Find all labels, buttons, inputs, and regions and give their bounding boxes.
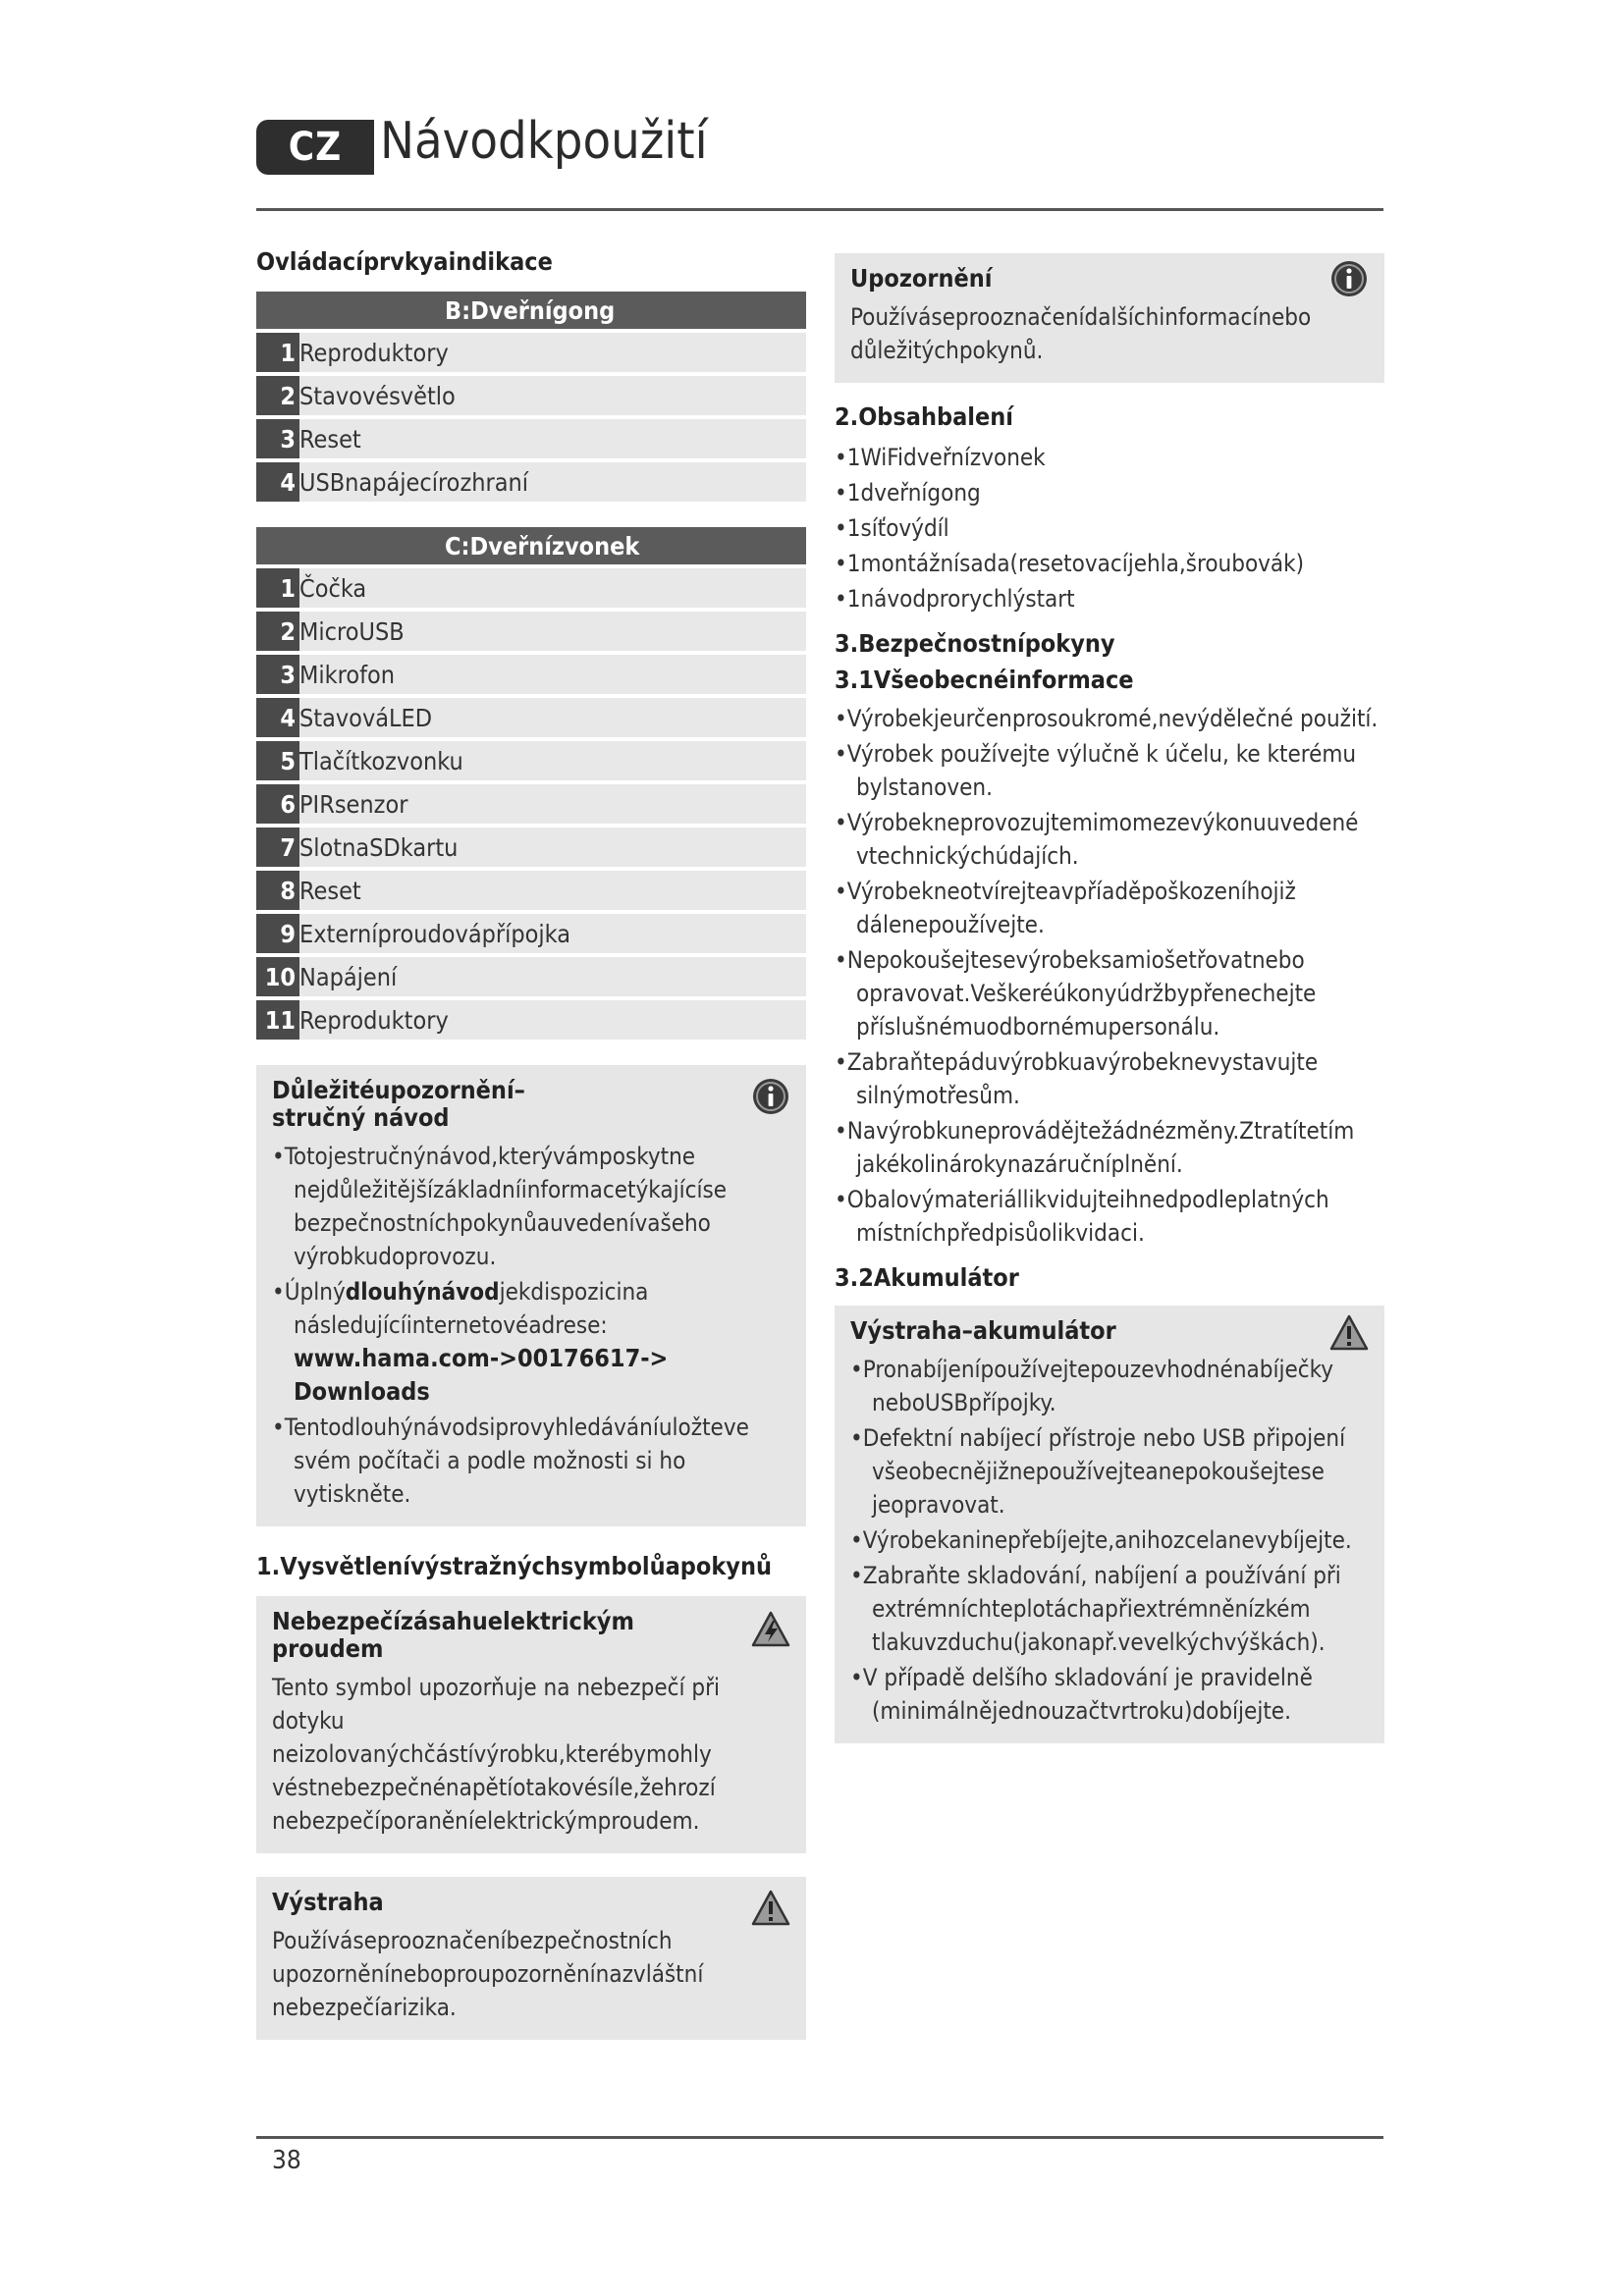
list-item: •Navýrobkuneprovádějtežádnézměny.Ztratítetím jakékolinárokynazáručníplnění. [835, 1117, 1355, 1178]
gong-table-title: B:Dveřnígong [256, 292, 806, 329]
package-list [835, 441, 1384, 615]
note-text: Používáseprooznačenídalšíchinformacínebo důležitýchpokynů. [850, 303, 1312, 364]
table-row [256, 462, 806, 502]
table-row [256, 568, 806, 608]
table-row [256, 655, 806, 694]
row-label: Tlačítkozvonku [299, 746, 463, 775]
list-item: •1montážnísada(resetovacíjehla,šroubovák) [835, 550, 1305, 577]
table-row [256, 828, 806, 867]
electric-shock-box [256, 1596, 806, 1853]
table-row [256, 376, 806, 415]
list-item: •Defektní nabíjecí přístroje nebo USB připojení všeobecnějižnepoužívejteanepokoušejtese jeopravovat. [850, 1424, 1346, 1519]
list-item: •Tentodlouhýnávodsiprovyhledáváníuložteve svém počítači a podle možnosti si ho vytiskněte. [272, 1414, 749, 1508]
long-manual-emphasis: dlouhýnávod [345, 1278, 500, 1306]
list-item: •Výrobekjeurčenprosoukromé,nevýdělečné použití. [835, 705, 1379, 732]
electric-shock-text: Tento symbol upozorňuje na nebezpečí při dotyku neizolovanýchčástívýrobku,kterébymohly véstnebezpečnénapětíotakovésíle,žehrozí nebezpečíporaněníelektrickýmproudem. [272, 1674, 720, 1835]
bullet-text: Totojestručnýnávod,kterývámposkytne nejdůležitějšízákladníinformacetýkajícíse bezpečnostníchpokynůauvedenívašeho výrobkudoprovozu. [284, 1143, 728, 1270]
list-item: •Zabraňtepáduvýrobkuavýrobeknevystavujte silnýmotřesům. [835, 1048, 1319, 1109]
page-number: 38 [272, 2146, 301, 2175]
bullet-text: Tentodlouhýnávodsiprovyhledáváníuložteve svém počítači a podle možnosti si ho vytiskněte. [284, 1414, 749, 1508]
table-row [256, 698, 806, 737]
row-number: 3 [256, 419, 299, 458]
safety-heading: 3.Bezpečnostnípokyny [835, 629, 1115, 658]
row-label: SlotnaSDkartu [299, 832, 459, 862]
row-number: 7 [256, 828, 299, 867]
table-row [256, 333, 806, 372]
list-item: •Výrobek používejte výlučně k účelu, ke kterému bylstanoven. [835, 740, 1357, 801]
gong-components-table [256, 292, 806, 502]
row-number: 1 [256, 333, 299, 372]
list-item-text: 1dveřnígong [846, 479, 981, 507]
list-item-text: Pronabíjenípoužívejtepouzevhodnénabíječky neboUSBpřípojky. [862, 1356, 1334, 1416]
list-item-text: Výrobek používejte výlučně k účelu, ke kterému bylstanoven. [846, 740, 1357, 801]
list-item-text: Zabraňtepáduvýrobkuavýrobeknevystavujte silnýmotřesům. [846, 1048, 1319, 1109]
row-label: PIRsenzor [299, 789, 408, 819]
list-item: •1WiFidveřnízvonek [835, 444, 1046, 471]
left-column [256, 247, 806, 2040]
table-row [256, 914, 806, 953]
row-label: USBnapájecírozhraní [299, 467, 529, 497]
table-row [256, 741, 806, 780]
general-info-heading: 3.1Všeobecnéinformace [835, 666, 1134, 694]
controls-heading: Ovládacíprvkyaindikace [256, 247, 553, 276]
page-title: Návodkpoužití [380, 112, 708, 171]
page-header [256, 112, 1383, 210]
row-number: 10 [256, 957, 299, 996]
table-row [256, 419, 806, 458]
important-notice-title: Důležitéupozornění–stručný návod [272, 1076, 525, 1132]
list-item: •V případě delšího skladování je pravidelně (minimálnějednouzačtvrtroku)dobíjejte. [850, 1664, 1313, 1725]
info-icon [1329, 259, 1369, 298]
language-badge: CZ [256, 120, 374, 175]
row-label: Reproduktory [299, 338, 449, 367]
battery-warning-box [835, 1306, 1384, 1743]
list-item: •1dveřnígong [835, 479, 981, 507]
list-item-text: Zabraňte skladování, nabíjení a používání při extrémníchteplotáchapřiextrémněnízkém tlakuvzduchu(jakonapř.vevelkýchvýškách). [862, 1562, 1341, 1656]
info-icon [751, 1077, 790, 1116]
warning-box [256, 1877, 806, 2040]
list-item: •Úplnýdlouhýnávodjekdispozicina následujícíinternetovéadrese: www.hama.com->00176617-> Downloads [272, 1278, 669, 1406]
row-label: Externíproudovápřípojka [299, 919, 571, 948]
row-number: 2 [256, 612, 299, 651]
symbols-heading: 1.Vysvětlenívýstražnýchsymbolůapokynů [256, 1552, 772, 1580]
table-row [256, 784, 806, 824]
list-item: •Výrobekneprovozujtemimomezevýkonuuvedené vtechnickýchúdajích. [835, 809, 1359, 870]
row-number: 4 [256, 462, 299, 502]
battery-warning-body [850, 1353, 1369, 1728]
list-item-text: Obalovýmateriállikvidujteihnedpodleplatných místníchpředpisůolikvidaci. [846, 1186, 1329, 1247]
row-number: 9 [256, 914, 299, 953]
row-number: 11 [256, 1000, 299, 1040]
list-item-text: Defektní nabíjecí přístroje nebo USB připojení všeobecnějižnepoužívejteanepokoušejtese jeopravovat. [862, 1424, 1346, 1519]
list-item: •Nepokoušejtesevýrobeksamiošetřovatnebo opravovat.Veškeréúkonyúdržbypřenechejte příslušnémuodbornémupersonálu. [835, 946, 1317, 1041]
battery-warning-title: Výstraha–akumulátor [850, 1316, 1116, 1345]
row-label: Reset [299, 876, 361, 905]
list-item: •1síťovýdíl [835, 514, 949, 542]
doorbell-table-title: C:Dveřnízvonek [256, 527, 806, 564]
list-item: •Pronabíjenípoužívejtepouzevhodnénabíječky neboUSBpřípojky. [850, 1356, 1334, 1416]
list-item: •Zabraňte skladování, nabíjení a používání při extrémníchteplotáchapřiextrémněnízkém tlakuvzduchu(jakonapř.vevelkýchvýškách). [850, 1562, 1341, 1656]
row-number: 1 [256, 568, 299, 608]
footer-divider [256, 2136, 1383, 2139]
list-item-text: Výrobekneotvírejteavpříaděpoškozeníhojiž dálenepoužívejte. [846, 878, 1296, 938]
note-title: Upozornění [850, 264, 993, 293]
row-label: MicroUSB [299, 616, 405, 646]
row-label: StavováLED [299, 703, 433, 732]
list-item: •Totojestručnýnávod,kterývámposkytne nejdůležitějšízákladníinformacetýkajícíse bezpečnostníchpokynůauvedenívašeho výrobkudoprovozu. [272, 1143, 728, 1270]
important-notice-box [256, 1065, 806, 1526]
list-item-text: 1síťovýdíl [846, 514, 949, 542]
table-row [256, 957, 806, 996]
table-row [256, 612, 806, 651]
row-number: 8 [256, 871, 299, 910]
list-item-text: 1montážnísada(resetovacíjehla,šroubovák) [846, 550, 1305, 577]
row-number: 3 [256, 655, 299, 694]
electric-warning-icon [751, 1610, 790, 1649]
list-item-text: V případě delšího skladování je pravidelně (minimálnějednouzačtvrtroku)dobíjejte. [862, 1664, 1313, 1725]
download-url: www.hama.com->00176617-> Downloads [294, 1344, 669, 1406]
row-label: Reproduktory [299, 1005, 449, 1035]
row-label: Reset [299, 424, 361, 454]
list-item-text: 1WiFidveřnízvonek [846, 444, 1046, 471]
list-item-text: Navýrobkuneprovádějtežádnézměny.Ztratítetím jakékolinárokynazáručníplnění. [846, 1117, 1355, 1178]
row-label: Čočka [299, 573, 367, 603]
list-item-text: Výrobekneprovozujtemimomezevýkonuuvedené vtechnickýchúdajích. [846, 809, 1359, 870]
table-row [256, 1000, 806, 1040]
general-info-list [835, 702, 1384, 1250]
important-notice-body [272, 1140, 790, 1511]
battery-heading: 3.2Akumulátor [835, 1263, 1019, 1292]
row-label: Mikrofon [299, 660, 396, 689]
row-number: 4 [256, 698, 299, 737]
list-item-text: Výrobekjeurčenprosoukromé,nevýdělečné použití. [846, 705, 1379, 732]
row-number: 5 [256, 741, 299, 780]
warning-icon [1329, 1313, 1369, 1353]
doorbell-components-table [256, 527, 806, 1040]
list-item-text: Nepokoušejtesevýrobeksamiošetřovatnebo opravovat.Veškeréúkonyúdržbypřenechejte příslušnémuodbornémupersonálu. [846, 946, 1317, 1041]
list-item: •Výrobekneotvírejteavpříaděpoškozeníhojiž dálenepoužívejte. [835, 878, 1296, 938]
bullet-text: jekdispozicina následujícíinternetovéadrese: [294, 1278, 649, 1339]
list-item-text: 1návodprorychlýstart [846, 585, 1075, 613]
warning-icon [751, 1889, 790, 1928]
header-divider [256, 208, 1383, 211]
list-item: •1návodprorychlýstart [835, 585, 1075, 613]
table-row [256, 871, 806, 910]
row-label: Stavovésvětlo [299, 381, 456, 410]
list-item-text: Výrobekaninepřebíjejte,anihozcelanevybíjejte. [862, 1526, 1352, 1554]
right-column [835, 253, 1384, 1743]
warning-title: Výstraha [272, 1888, 384, 1916]
bullet-text: Úplný [284, 1278, 346, 1306]
package-heading: 2.Obsahbalení [835, 402, 1013, 431]
warning-text: Používáseprooznačeníbezpečnostních upozorněníneboproupozorněnínazvláštní nebezpečíarizika. [272, 1927, 704, 2021]
row-label: Napájení [299, 962, 398, 991]
list-item: •Obalovýmateriállikvidujteihnedpodleplatných místníchpředpisůolikvidaci. [835, 1186, 1329, 1247]
list-item: •Výrobekaninepřebíjejte,anihozcelanevybíjejte. [850, 1526, 1352, 1554]
electric-shock-title: Nebezpečízásahuelektrickým proudem [272, 1607, 634, 1663]
note-box [835, 253, 1384, 383]
row-number: 6 [256, 784, 299, 824]
row-number: 2 [256, 376, 299, 415]
